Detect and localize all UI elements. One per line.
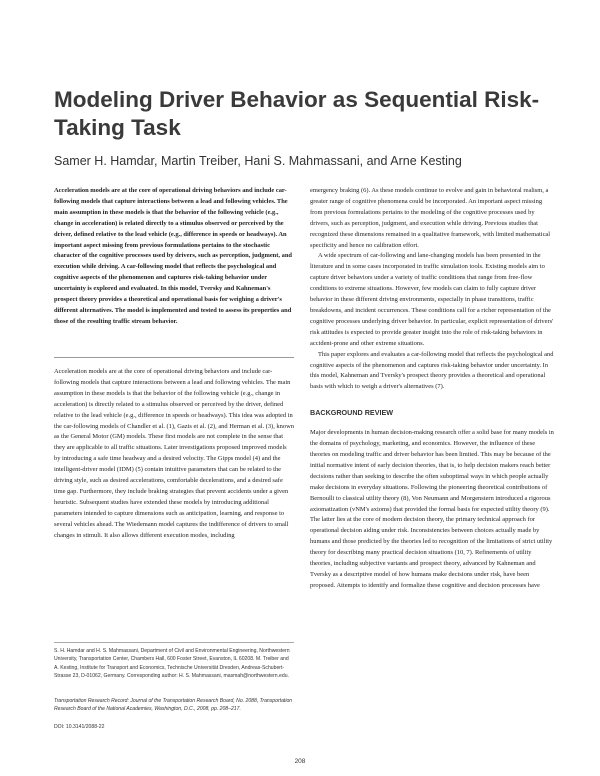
paper-title: Modeling Driver Behavior as Sequential Risk-Taking Task [54,87,540,140]
section-heading: BACKGROUND REVIEW [310,408,394,418]
author-list: Samer H. Hamdar, Martin Treiber, Hani S. Mahmassani, and Arne Kesting [54,154,462,168]
body-paragraph: Acceleration models are at the core of operational driving behaviors and include car-following models that capture interactions between a lead and following vehicles. The main assumption in these models is that the behavior of the following vehicle (e.g., change in acceleration) is directly related to a stimulus observed or perceived by the driver, defined relative to the lead vehicle (e.g., difference in speeds or headways). This idea was adopted in the car-following models of Chandler et al. (1), Gazis et al. (2), and Herman et al. (3), known as the General Motor (GM) models. These first models are not complete in the sense that they are applicable to all traffic situations. Later investigations proposed improved models by introducing a safe time headway and a desired velocity. The Gipps model (4) and the intelligent-driver model (IDM) (5) contain intuitive parameters that can be related to the driving style, such as desired accelerations, comfortable decelerations, and a desired safe time gap. Furthermore, they include braking strategies that prevent accidents under a given heuristic. Subsequent studies have extended these models by introducing additional parameters intended to capture dimensions such as anticipation, learning, and response to several vehicles ahead. The Wiedemann model captures the indifference of drivers to small changes in stimuli. It also allows different execution modes, including [54,368,294,539]
doi: DOI: 10.3141/2088-22 [54,724,105,730]
left-column [54,367,294,542]
abstract-divider [54,357,294,358]
footnote-divider [54,642,294,643]
right-column [310,186,554,592]
page-number: 208 [294,758,306,765]
body-paragraph: emergency braking (6). As these models continue to evolve and gain in behavioral realism, a greater range of cognitive phenomena could be incorporated. An important aspect missing from previous formulations pertains to the modeling of the cognitive processes used by drivers, such as perception, judgment, and execution while driving. Previous studies that recognized these dimensions remained in a qualitative framework, with limited mathematical specificity and hence no calibration effort. [310,187,551,249]
body-paragraph: This paper explores and evaluates a car-following model that reflects the psychological and cognitive aspects of the phenomenon and captures risk-taking behavior under uncertainty. In this model, Kahneman and Tversky's prospect theory provides a theoretical and operational basis with which to weigh a driver's alternatives (7). [310,350,554,391]
body-paragraph: A wide spectrum of car-following and lane-changing models has been presented in the literature and in some cases incorporated in traffic simulation tools. Existing models aim to capture driver behaviors under a variety of traffic conditions that range from free-flow conditions to extreme situations. However, few models can claim to fully capture driver behavior in these different driving environments, especially in phase transitions, traffic breakdowns, and incident occurrences. These conditions call for a richer representation of the cognitive processes underlying driver behavior. In particular, explicit representation of drivers' risk attitudes is expected to provide greater insight into the role of risk-taking behaviors in accident-prone and other extreme situations. [310,252,554,347]
journal-citation: Transportation Research Record: Journal of the Transportation Research Board, No. 2088, Transportation Research Board of the National Academies, Washington, D.C., 2008, pp. 208–217. [54,698,293,713]
author-affiliations: S. H. Hamdar and H. S. Mahmassani, Department of Civil and Environmental Engineering, Northwestern University, Transportation Center, Chambers Hall, 600 Foster Street, Evanston, IL 60208. M. Treiber and A. Kesting, Institute for Transport and Economics, Technische Universität Dresden, Andreas-Schubert-Strasse 23, D-01062, Germany. Corresponding author: H. S. Mahmassani, masmah@northwestern.edu. [54,648,290,680]
body-paragraph: Major developments in human decision-making research offer a solid base for many models in the domains of psychology, marketing, and economics. However, the influence of these theories on modeling traffic and driver behavior has been limited. This may be because of the initial normative intent of early decision theories, that is, to help decision makers reach better decisions rather than seeking to describe the often suboptimal ways in which people actually make decisions in everyday situations. Following the pioneering theoretical contributions of Bernoulli to classical utility theory (8), Von Neumann and Morgenstern introduced a rigorous axiomatization (vNM's axioms) that provided the formal basis for expected utility theory (9). The latter lies at the core of modern decision theory, the primary technical approach for operational decision aiding under risk. Inconsistencies between choices actually made by humans and those predicted by the theories led to recognition of the limitations of strict utility theory for describing many practical decision situations (10, 7). Refinements of utility theories, including subjective variants and prospect theory, advanced by Kahneman and Tversky as a descriptive model of how humans make decisions under risk, have been proposed. Attempts to identify and formalize these cognitive and decision processes have [310,429,554,589]
abstract: Acceleration models are at the core of operational driving behaviors and include car-following models that capture interactions between a lead and following vehicles. The main assumption in these models is that the behavior of the following vehicle (e.g., change in acceleration) is related directly to a stimulus observed or perceived by the driver, defined relative to the lead vehicle (e.g., difference in speeds or headways). An important aspect missing from previous formulations pertains to the stochastic character of the cognitive processes used by drivers, such as perception, judgment, and execution while driving. A car-following model that reflects the psychological and cognitive aspects of the phenomenon and captures risk-taking behavior under uncertainty is explored and evaluated. In this model, Tversky and Kahneman's prospect theory provides a theoretical and operational basis for weighing a driver's different alternatives. The model is implemented and tested to assess its properties and those of the resulting traffic stream behavior. [54,187,292,325]
